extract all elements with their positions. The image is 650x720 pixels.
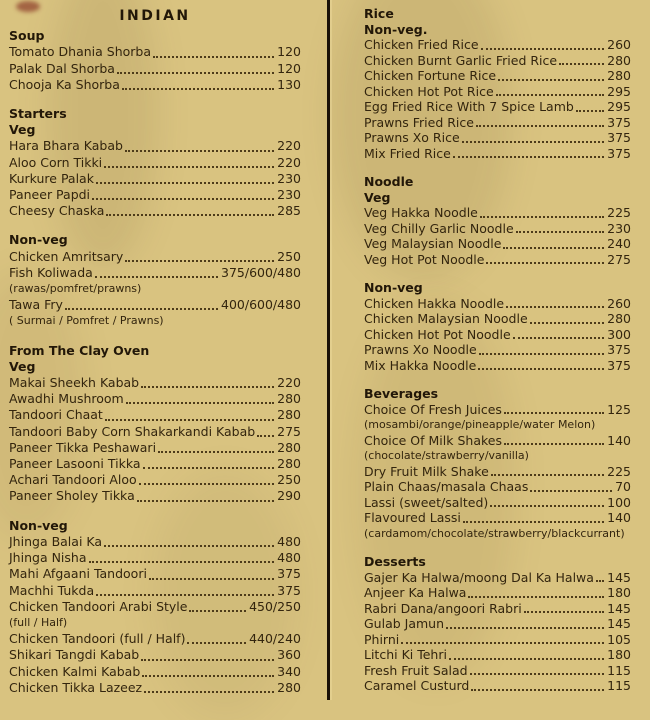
item-name: Chooja Ka Shorba: [9, 76, 120, 92]
menu-item-row: [9, 203, 301, 219]
item-price: 340: [277, 663, 301, 679]
item-name: Awadhi Mushroom: [9, 391, 124, 407]
dot-leader: [143, 467, 275, 469]
menu-subsection: [364, 190, 631, 268]
dot-leader: [105, 419, 274, 421]
item-price: 375: [607, 357, 631, 373]
menu-item-row: [9, 566, 301, 582]
menu-subsection: [9, 44, 301, 93]
item-name: Lassi (sweet/salted): [364, 494, 489, 510]
item-name: Chicken Tandoori (full / Half): [9, 631, 186, 647]
dot-leader: [96, 182, 274, 184]
subsection-label: Veg: [364, 189, 391, 205]
dot-leader: [125, 150, 274, 152]
dot-leader: [449, 658, 604, 660]
item-name: Choice Of Fresh Juices: [364, 401, 502, 417]
menu-item-row: [9, 44, 301, 60]
menu-item-row: [364, 510, 631, 526]
menu-subsection: [9, 359, 301, 505]
item-price: 250: [277, 472, 301, 488]
menu-item-row: [9, 488, 301, 504]
item-price: 220: [277, 154, 301, 170]
item-name: Paneer Sholey Tikka: [9, 488, 135, 504]
dot-leader: [96, 594, 274, 596]
item-price: 480: [277, 533, 301, 549]
item-price: 275: [277, 423, 301, 439]
menu-item-row: [9, 391, 301, 407]
dot-leader: [530, 322, 605, 324]
item-price: 375: [277, 582, 301, 598]
item-name: Tawa Fry: [9, 297, 63, 313]
dot-leader: [504, 443, 604, 445]
item-name: Aloo Corn Tikki: [9, 154, 103, 170]
dot-leader: [513, 337, 604, 339]
dot-leader: [596, 580, 604, 582]
subsection-label: Non-veg.: [364, 21, 428, 37]
item-name: Anjeer Ka Halwa: [364, 585, 467, 600]
item-name: Phirni: [364, 631, 400, 647]
item-name: Chicken Kalmi Kabab: [9, 663, 141, 679]
item-price: 290: [277, 488, 301, 504]
dot-leader: [486, 262, 604, 264]
item-price: 360: [277, 647, 301, 663]
dot-leader: [496, 94, 605, 96]
dot-leader: [446, 627, 604, 629]
menu-item-row: [364, 327, 631, 343]
item-name: Caramel Custurd: [364, 678, 470, 693]
item-price: 375: [607, 114, 631, 130]
item-note: (rawas/pomfret/prawns): [9, 282, 142, 296]
section-heading: Starters: [9, 106, 67, 122]
item-price: 275: [607, 251, 631, 267]
dot-leader: [481, 48, 605, 50]
item-price: 280: [277, 439, 301, 455]
item-name: Plain Chaas/masala Chaas: [364, 479, 529, 494]
menu-item-row: [364, 342, 631, 358]
menu-item-row: [364, 358, 631, 374]
menu-item-row: [364, 205, 631, 221]
dot-leader: [141, 659, 274, 661]
item-name: Machhi Tukda: [9, 582, 95, 598]
menu-subsection: [364, 280, 631, 373]
item-price: 120: [277, 60, 301, 76]
item-name: Fish Koliwada: [9, 264, 93, 280]
menu-subsection: [364, 570, 631, 694]
item-price: 375: [607, 145, 631, 161]
menu-item-row: [364, 68, 631, 84]
dot-leader: [490, 505, 604, 507]
menu-item-row: [9, 440, 301, 456]
dot-leader: [478, 368, 604, 370]
item-name: Chicken Fortune Rice: [364, 68, 497, 83]
menu-item-row: [9, 599, 301, 615]
item-price: 295: [607, 83, 631, 99]
item-price: 450/250: [249, 598, 301, 614]
item-price: 280: [277, 391, 301, 407]
dot-leader: [137, 500, 274, 502]
item-name: Gulab Jamun: [364, 616, 445, 631]
menu-subsection: [9, 518, 301, 696]
item-price: 375: [277, 566, 301, 582]
item-price: 285: [277, 203, 301, 219]
menu-item-row: [9, 61, 301, 77]
item-price: 280: [277, 456, 301, 472]
item-price: 120: [277, 44, 301, 60]
menu-subsection: [9, 232, 301, 329]
item-name: Mahi Afgaani Tandoori: [9, 566, 147, 582]
menu-item-row: [9, 550, 301, 566]
item-price: 260: [607, 37, 631, 52]
item-name: Litchi Ki Tehri: [364, 647, 447, 662]
menu-section: [364, 174, 631, 373]
menu-item-row: [9, 265, 301, 281]
item-price: 240: [607, 236, 631, 251]
item-name: Mix Fried Rice: [364, 145, 451, 161]
menu-item-row: [364, 570, 631, 586]
item-name: Kurkure Palak: [9, 170, 94, 186]
dot-leader: [516, 231, 605, 233]
item-price: 115: [607, 662, 631, 678]
menu-item-row: [364, 99, 631, 115]
menu-item-row: [9, 534, 301, 550]
item-note: (cardamom/chocolate/strawberry/blackcurrant): [364, 526, 625, 540]
item-price: 105: [607, 631, 631, 647]
dot-leader: [530, 490, 612, 492]
menu-subsection: [364, 22, 631, 162]
dot-leader: [491, 474, 604, 476]
item-price: 125: [607, 401, 631, 417]
menu-item-row: [364, 296, 631, 312]
item-price: 180: [607, 585, 631, 600]
menu-item-row: [364, 678, 631, 694]
menu-section: [9, 343, 301, 696]
item-note: (full / Half): [9, 615, 68, 629]
dot-leader: [153, 56, 274, 58]
menu-section: [9, 106, 301, 330]
item-name: Chicken Tandoori Arabi Style: [9, 598, 188, 614]
menu-item-row: [364, 221, 631, 237]
dot-leader: [479, 353, 604, 355]
item-price: 280: [607, 68, 631, 83]
menu-item-row: [364, 84, 631, 100]
item-price: 225: [607, 463, 631, 479]
menu-item-row: [9, 155, 301, 171]
dot-leader: [142, 675, 274, 677]
item-price: 220: [277, 375, 301, 391]
item-price: 145: [607, 616, 631, 631]
dot-leader: [149, 578, 274, 580]
item-name: Prawns Fried Rice: [364, 114, 474, 130]
menu-item-row: [364, 647, 631, 663]
item-price: 400/600/480: [221, 297, 301, 313]
item-name: Chicken Hakka Noodle: [364, 295, 505, 311]
dot-leader: [187, 642, 246, 644]
item-price: 115: [607, 678, 631, 693]
dot-leader: [468, 596, 604, 598]
section-heading: Noodle: [364, 174, 414, 189]
dot-leader: [122, 88, 274, 90]
dot-leader: [524, 611, 604, 613]
item-price: 375: [607, 342, 631, 357]
item-name: Paneer Papdi: [9, 187, 91, 203]
item-name: Veg Malaysian Noodle: [364, 236, 502, 251]
item-name: Cheesy Chaska: [9, 203, 105, 219]
item-name: Jhinga Nisha: [9, 550, 87, 566]
menu-subsection: [364, 402, 631, 542]
item-name: Tomato Dhania Shorba: [9, 44, 151, 60]
item-name: Chicken Hot Pot Rice: [364, 83, 494, 99]
item-name: Chicken Hot Pot Noodle: [364, 326, 511, 342]
menu-item-row: [9, 583, 301, 599]
section-heading: Rice: [364, 6, 394, 21]
dot-leader: [463, 521, 604, 523]
item-name: Paneer Tikka Peshawari: [9, 439, 157, 455]
item-price: 230: [277, 170, 301, 186]
dot-leader: [125, 260, 274, 262]
menu-item-row: [9, 77, 301, 93]
item-name: Mix Hakka Noodle: [364, 357, 477, 373]
section-heading: Soup: [9, 28, 45, 44]
menu-item-row: [9, 631, 301, 647]
item-price: 375/600/480: [221, 264, 301, 280]
item-price: 180: [607, 647, 631, 662]
item-price: 230: [277, 187, 301, 203]
item-price: 130: [277, 76, 301, 92]
item-name: Prawns Xo Noodle: [364, 342, 477, 357]
item-name: Achari Tandoori Aloo: [9, 472, 137, 488]
menu-item-row: [9, 680, 301, 696]
dot-leader: [559, 63, 604, 65]
menu-item-row: [364, 402, 631, 418]
item-price: 295: [607, 99, 631, 114]
item-name: Prawns Xo Rice: [364, 130, 460, 145]
menu-item-row: [364, 464, 631, 480]
dot-leader: [498, 79, 604, 81]
item-name: Veg Hot Pot Noodle: [364, 251, 485, 267]
dot-leader: [576, 110, 604, 112]
dot-leader: [503, 247, 604, 249]
subsection-label: Non-veg: [9, 232, 68, 248]
item-price: 145: [607, 569, 631, 585]
menu-item-row: [364, 632, 631, 648]
menu-item-row: [364, 663, 631, 679]
menu-item-row: [364, 236, 631, 252]
menu-item-row: [9, 472, 301, 488]
item-price: 140: [607, 510, 631, 525]
item-note: (chocolate/strawberry/vanilla): [364, 449, 529, 462]
menu-item-row: [364, 433, 631, 449]
item-name: Paneer Lasooni Tikka: [9, 456, 141, 472]
item-price: 140: [607, 432, 631, 448]
dot-leader: [92, 198, 274, 200]
dot-leader: [189, 610, 246, 612]
dot-leader: [453, 156, 604, 158]
menu-item-row: [9, 424, 301, 440]
item-price: 70: [615, 479, 631, 494]
item-price: 440/240: [249, 631, 301, 647]
item-price: 250: [277, 248, 301, 264]
dot-leader: [106, 214, 274, 216]
menu-item-row: [9, 664, 301, 680]
subsection-label: Veg: [9, 358, 36, 374]
item-name: Dry Fruit Milk Shake: [364, 463, 489, 479]
dot-leader: [470, 673, 605, 675]
dot-leader: [462, 141, 604, 143]
menu-item-row: [9, 407, 301, 423]
item-price: 480: [277, 550, 301, 566]
menu-item-row: [9, 171, 301, 187]
menu-column-left: [9, 8, 301, 696]
dot-leader: [401, 642, 604, 644]
item-price: 280: [277, 679, 301, 695]
menu-item-row: [364, 115, 631, 131]
item-price: 220: [277, 138, 301, 154]
menu-item-row: [364, 311, 631, 327]
subsection-label: Non-veg: [9, 517, 68, 533]
dot-leader: [104, 545, 274, 547]
item-price: 280: [607, 52, 631, 68]
dot-leader: [89, 561, 275, 563]
menu-item-row: [364, 146, 631, 162]
menu-item-row: [364, 585, 631, 601]
menu-column-right: [364, 6, 631, 694]
section-heading: Beverages: [364, 386, 439, 401]
item-price: 375: [607, 130, 631, 145]
item-price: 225: [607, 205, 631, 220]
item-name: Chicken Tikka Lazeez: [9, 679, 143, 695]
menu-item-row: [364, 616, 631, 632]
item-price: 260: [607, 295, 631, 311]
dot-leader: [471, 689, 604, 691]
menu-section: [9, 28, 301, 93]
menu-item-row: [9, 187, 301, 203]
item-name: Fresh Fruit Salad: [364, 662, 468, 678]
menu-subsection: [9, 122, 301, 219]
menu-item-row: [364, 252, 631, 268]
menu-item-row: [364, 53, 631, 69]
item-name: Tandoori Baby Corn Shakarkandi Kabab: [9, 423, 256, 439]
item-note: (mosambi/orange/pineapple/water Melon): [364, 418, 596, 431]
menu-item-row: [364, 130, 631, 146]
item-name: Chicken Fried Rice: [364, 37, 479, 52]
item-name: Makai Sheekh Kabab: [9, 375, 140, 391]
menu-item-row: [9, 375, 301, 391]
dot-leader: [144, 691, 274, 693]
dot-leader: [65, 308, 218, 310]
menu-title: INDIAN: [119, 8, 191, 24]
item-price: 145: [607, 600, 631, 616]
menu-item-row: [9, 647, 301, 663]
dot-leader: [476, 125, 604, 127]
item-name: Rabri Dana/angoori Rabri: [364, 600, 522, 616]
menu-item-row: [9, 249, 301, 265]
dot-leader: [506, 306, 604, 308]
item-name: Chicken Amritsary: [9, 248, 124, 264]
menu-section: [364, 554, 631, 694]
dot-leader: [480, 216, 604, 218]
item-name: Shikari Tangdi Kabab: [9, 647, 140, 663]
menu-item-row: [9, 138, 301, 154]
menu-item-row: [9, 297, 301, 313]
dot-leader: [95, 276, 218, 278]
dot-leader: [139, 483, 274, 485]
menu-section: [364, 386, 631, 541]
menu-item-row: [364, 495, 631, 511]
item-name: Flavoured Lassi: [364, 510, 461, 525]
item-name: Chicken Burnt Garlic Fried Rice: [364, 52, 558, 68]
item-price: 280: [277, 407, 301, 423]
item-note: ( Surmai / Pomfret / Prawns): [9, 314, 164, 328]
item-price: 230: [607, 220, 631, 236]
item-name: Choice Of Milk Shakes: [364, 432, 502, 448]
menu-section: [364, 6, 631, 161]
item-name: Tandoori Chaat: [9, 407, 103, 423]
item-name: Chicken Malaysian Noodle: [364, 311, 528, 326]
item-price: 100: [607, 494, 631, 510]
dot-leader: [158, 451, 274, 453]
subsection-label: Non-veg: [364, 280, 423, 295]
item-name: Egg Fried Rice With 7 Spice Lamb: [364, 99, 574, 114]
section-heading: Desserts: [364, 554, 426, 569]
dot-leader: [117, 72, 274, 74]
column-divider: [327, 0, 330, 700]
item-price: 300: [607, 326, 631, 342]
item-name: Jhinga Balai Ka: [9, 533, 103, 549]
item-name: Veg Hakka Noodle: [364, 205, 478, 220]
dot-leader: [104, 166, 274, 168]
item-name: Gajer Ka Halwa/moong Dal Ka Halwa: [364, 569, 594, 585]
menu-item-row: [364, 601, 631, 617]
item-name: Veg Chilly Garlic Noodle: [364, 220, 514, 236]
menu-item-row: [9, 456, 301, 472]
dot-leader: [141, 386, 274, 388]
item-price: 280: [607, 311, 631, 326]
section-heading: From The Clay Oven: [9, 342, 150, 358]
subsection-label: Veg: [9, 122, 36, 138]
menu-item-row: [364, 479, 631, 495]
dot-leader: [257, 435, 274, 437]
item-name: Palak Dal Shorba: [9, 60, 115, 76]
item-name: Hara Bhara Kabab: [9, 138, 123, 154]
dot-leader: [126, 402, 274, 404]
dot-leader: [504, 412, 604, 414]
menu-item-row: [364, 37, 631, 53]
